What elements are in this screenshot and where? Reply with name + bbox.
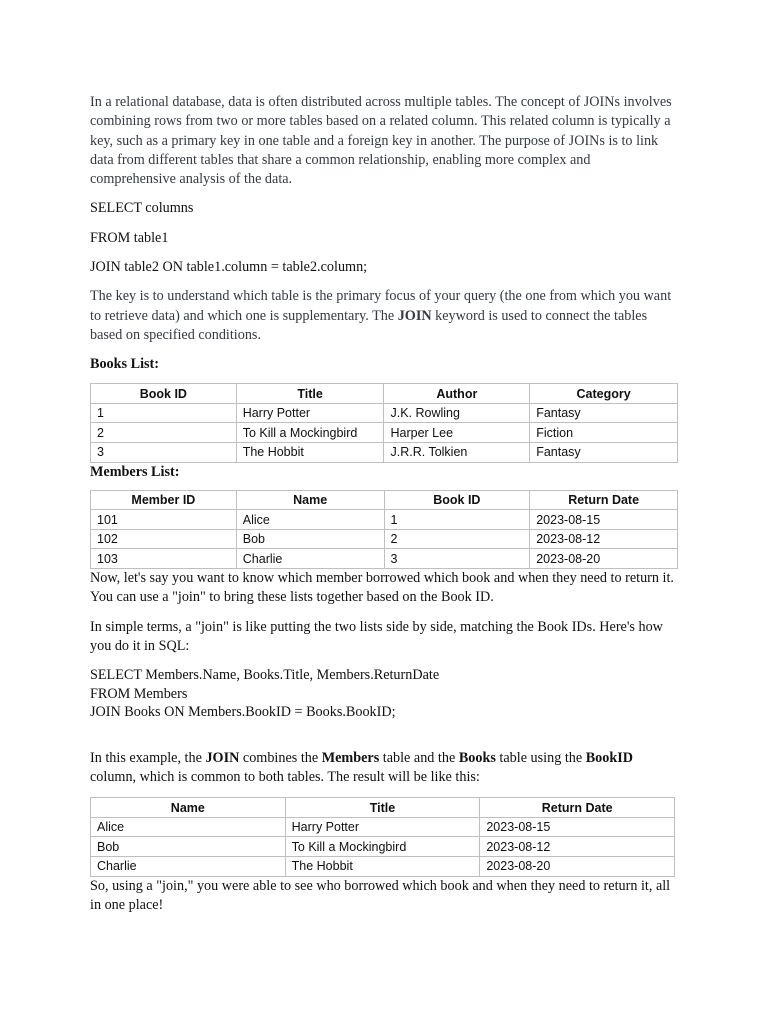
sql-line: SELECT Members.Name, Books.Title, Members.ReturnDate [90,667,440,684]
table-cell: Charlie [91,857,286,877]
join-syntax [90,199,678,277]
table-row [91,549,678,569]
syntax-line: JOIN table2 ON table1.column = table2.column; [90,259,368,276]
column-header: Book ID [91,384,237,404]
table-cell: Fantasy [530,443,678,463]
table-row [91,510,678,530]
table-cell: The Hobbit [236,443,384,463]
table-cell: 3 [384,549,530,569]
conclusion-paragraph: So, using a "join," you were able to see who borrowed which book and when they need to return it, all in one place! [90,877,671,913]
table-cell: 3 [91,443,237,463]
table-row [91,443,678,463]
now-paragraph: Now, let's say you want to know which member borrowed which book and when they need to return it. You can use a "join" to bring these lists together based on the Book ID. [90,570,674,606]
table-cell: 2023-08-12 [480,837,675,857]
result-table [90,797,675,876]
table-cell: The Hobbit [285,857,480,877]
sql-line: JOIN Books ON Members.BookID = Books.BookID; [90,704,396,721]
table-cell: 2023-08-20 [530,549,678,569]
table-cell: Fiction [530,423,678,443]
sql-example [90,666,678,722]
table-cell: 102 [91,529,237,549]
members-heading: Members List: [90,463,180,480]
table-cell: 2 [384,529,530,549]
key-paragraph: The key is to understand which table is the primary focus of your query (the one from which you want to retrieve data) and which one is supplementary. The JOIN keyword is used to connect the tables based on specified conditions. [90,288,672,343]
table-cell: Charlie [236,549,384,569]
table-cell: Harper Lee [384,423,530,443]
table-cell: To Kill a Mockingbird [285,837,480,857]
table-cell: Alice [91,817,286,837]
table-cell: Fantasy [530,403,678,423]
table-cell: 103 [91,549,237,569]
column-header: Return Date [480,798,675,818]
table-header-row [91,490,678,510]
syntax-line: FROM table1 [90,229,169,246]
table-cell: 101 [91,510,237,530]
intro-paragraph: In a relational database, data is often distributed across multiple tables. The concept of JOINs involves combining rows from two or more tables based on a related column. This related column is typically a key, such as a primary key in one table and a foreign key in another. The purpose of JOINs is to link data from different tables that share a common relationship, enabling more complex and comprehensive analysis of the data. [90,94,672,188]
table-row [91,403,678,423]
example-paragraph: In this example, the JOIN combines the Members table and the Books table using the BookID column, which is common to both tables. The result will be like this: [90,749,634,785]
table-row [91,423,678,443]
table-cell: Bob [91,837,286,857]
table-cell: 2023-08-15 [480,817,675,837]
column-header: Return Date [530,490,678,510]
table-cell: Harry Potter [236,403,384,423]
table-cell: J.R.R. Tolkien [384,443,530,463]
table-cell: Alice [236,510,384,530]
table-header-row [91,384,678,404]
members-table [90,490,678,569]
sql-line: FROM Members [90,685,188,702]
books-heading: Books List: [90,356,159,373]
table-cell: 2023-08-20 [480,857,675,877]
column-header: Title [285,798,480,818]
table-cell: 1 [91,403,237,423]
table-row [91,837,675,857]
table-cell: 2023-08-12 [530,529,678,549]
table-row [91,857,675,877]
column-header: Name [236,490,384,510]
join-keyword: JOIN [397,307,432,324]
column-header: Member ID [91,490,237,510]
table-cell: Harry Potter [285,817,480,837]
table-cell: 2 [91,423,237,443]
document-content [90,93,678,915]
books-table [90,383,678,462]
column-header: Author [384,384,530,404]
table-cell: J.K. Rowling [384,403,530,423]
syntax-line: SELECT columns [90,200,194,217]
column-header: Category [530,384,678,404]
table-cell: To Kill a Mockingbird [236,423,384,443]
simple-terms-paragraph: In simple terms, a "join" is like putting the two lists side by side, matching the Book IDs. Here's how you do it in SQL: [90,618,663,654]
table-cell: 2023-08-15 [530,510,678,530]
table-row [91,529,678,549]
table-header-row [91,798,675,818]
column-header: Name [91,798,286,818]
table-cell: 1 [384,510,530,530]
table-row [91,817,675,837]
table-cell: Bob [236,529,384,549]
column-header: Title [236,384,384,404]
column-header: Book ID [384,490,530,510]
